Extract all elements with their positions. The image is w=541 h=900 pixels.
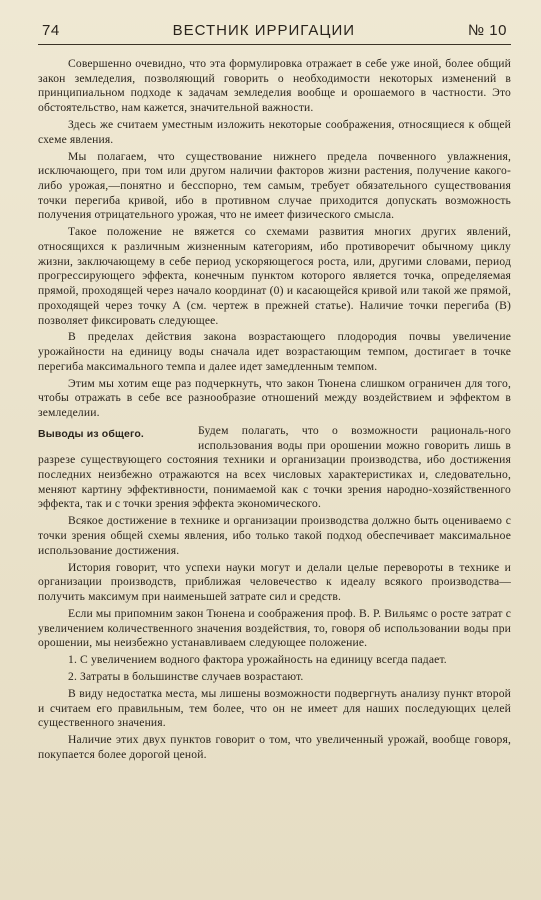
issue-number: № 10 [468,22,507,39]
section-conclusions [38,424,511,514]
list-item: 2. Затраты в большинстве случаев возрастают. [68,670,304,683]
paragraph: Совершенно очевидно, что эта формулировка отражает в себе уже иной, более общий закон земледелия, позволяющий говорить о необходимости некоторых изменений в принципиальном подходе к задачам земледелия вообще и орошаемого в частности. Это обстоятельство, нам кажется, значительной важности. [38,57,511,115]
journal-title: ВЕСТНИК ИРРИГАЦИИ [172,22,356,39]
paragraph: В пределах действия закона возрастающего плодородия почвы увеличение урожайности на единицу воды сначала идет возрастающим темпом, достигает в точке перегиба максимального темпа и далее идет замедленным темпом. [38,330,511,373]
paragraph: Всякое достижение в технике и организации производства должно быть оцениваемо с точки зрения общей схемы явления, ибо только такой подход обеспечивает максимальное использование достижения. [38,514,511,557]
page-header [38,22,511,45]
page-number: 74 [42,22,60,39]
paragraph: Здесь же считаем уместным изложить некоторые соображения, относящиеся к общей схеме явления. [38,118,511,146]
paragraph: Мы полагаем, что существование нижнего предела почвенного увлажнения, исключающего, при том или другом наличии факторов жизни растения, получение какого-либо урожая,—понятно и бесспорно, тем самым, требует обязательного существования точки перегиба кривой, ибо в противном случае приходится допускать возможность получения отрицательного урожая, что не имеет физического смысла. [38,149,511,222]
paragraph: Такое положение не вяжется со схемами развития многих других явлений, относящихся к различным жизненным категориям, ибо противоречит обычному циклу жизни, заключающему в себе период ускоряющегося роста, или, другими словами, период прогрессирующего эффекта, конечным пунктом которого является точка, определяемая прямой, проходящей через начало координат (0) и касающейся кривой или такой же прямой, проходящей через точку А (см. чертеж в прежней статье). Наличие точки перегиба (В) позволяет фиксировать следующее. [38,225,511,327]
section-heading: Выводы из общего. [38,427,144,440]
paragraph: Наличие этих двух пунктов говорит о том, что увеличенный урожай, вообще говоря, покупается более дорогой ценой. [38,733,511,761]
section-lead-paragraph: Будем полагать, что о возможности рациональ-ного использования воды при орошении можно говорить лишь в разрезе существующего состояния техники и организации производства, ибо достижения последних неизбежно отражаются на всех числовых характеристиках и, следовательно, меняют картину эффективности, понимаемой как с точки зрения народно-хозяйственного эффекта, так и с точки зрения эффекта экономического. [38,423,511,511]
paragraph: История говорит, что успехи науки могут и делали целые перевороты в технике и организации производств, приближая человечество к идеалу всякого производства—получить максимум при наименьшей затрате сил и средств. [38,560,511,603]
paragraph: Если мы припомним закон Тюнена и соображения проф. В. Р. Вильямс о росте затрат с увеличением количественного значения воздействия, то, говоря об использовании воды при орошении, мы неизбежно устанавливаем следующее положение. [38,606,511,650]
list-item: 1. С увеличением водного фактора урожайность на единицу всегда падает. [68,653,447,667]
article-body [38,57,511,763]
paragraph: В виду недостатка места, мы лишены возможности подвергнуть анализу пункт второй и считаем его правильным, тем более, что он не имеет для наших последующих целей существенного значения. [38,686,511,730]
paragraph: Этим мы хотим еще раз подчеркнуть, что закон Тюнена слишком ограничен для того, чтобы отражать в себе все разнообразие отношений между воздействием и эффектом в земледелии. [38,376,511,420]
